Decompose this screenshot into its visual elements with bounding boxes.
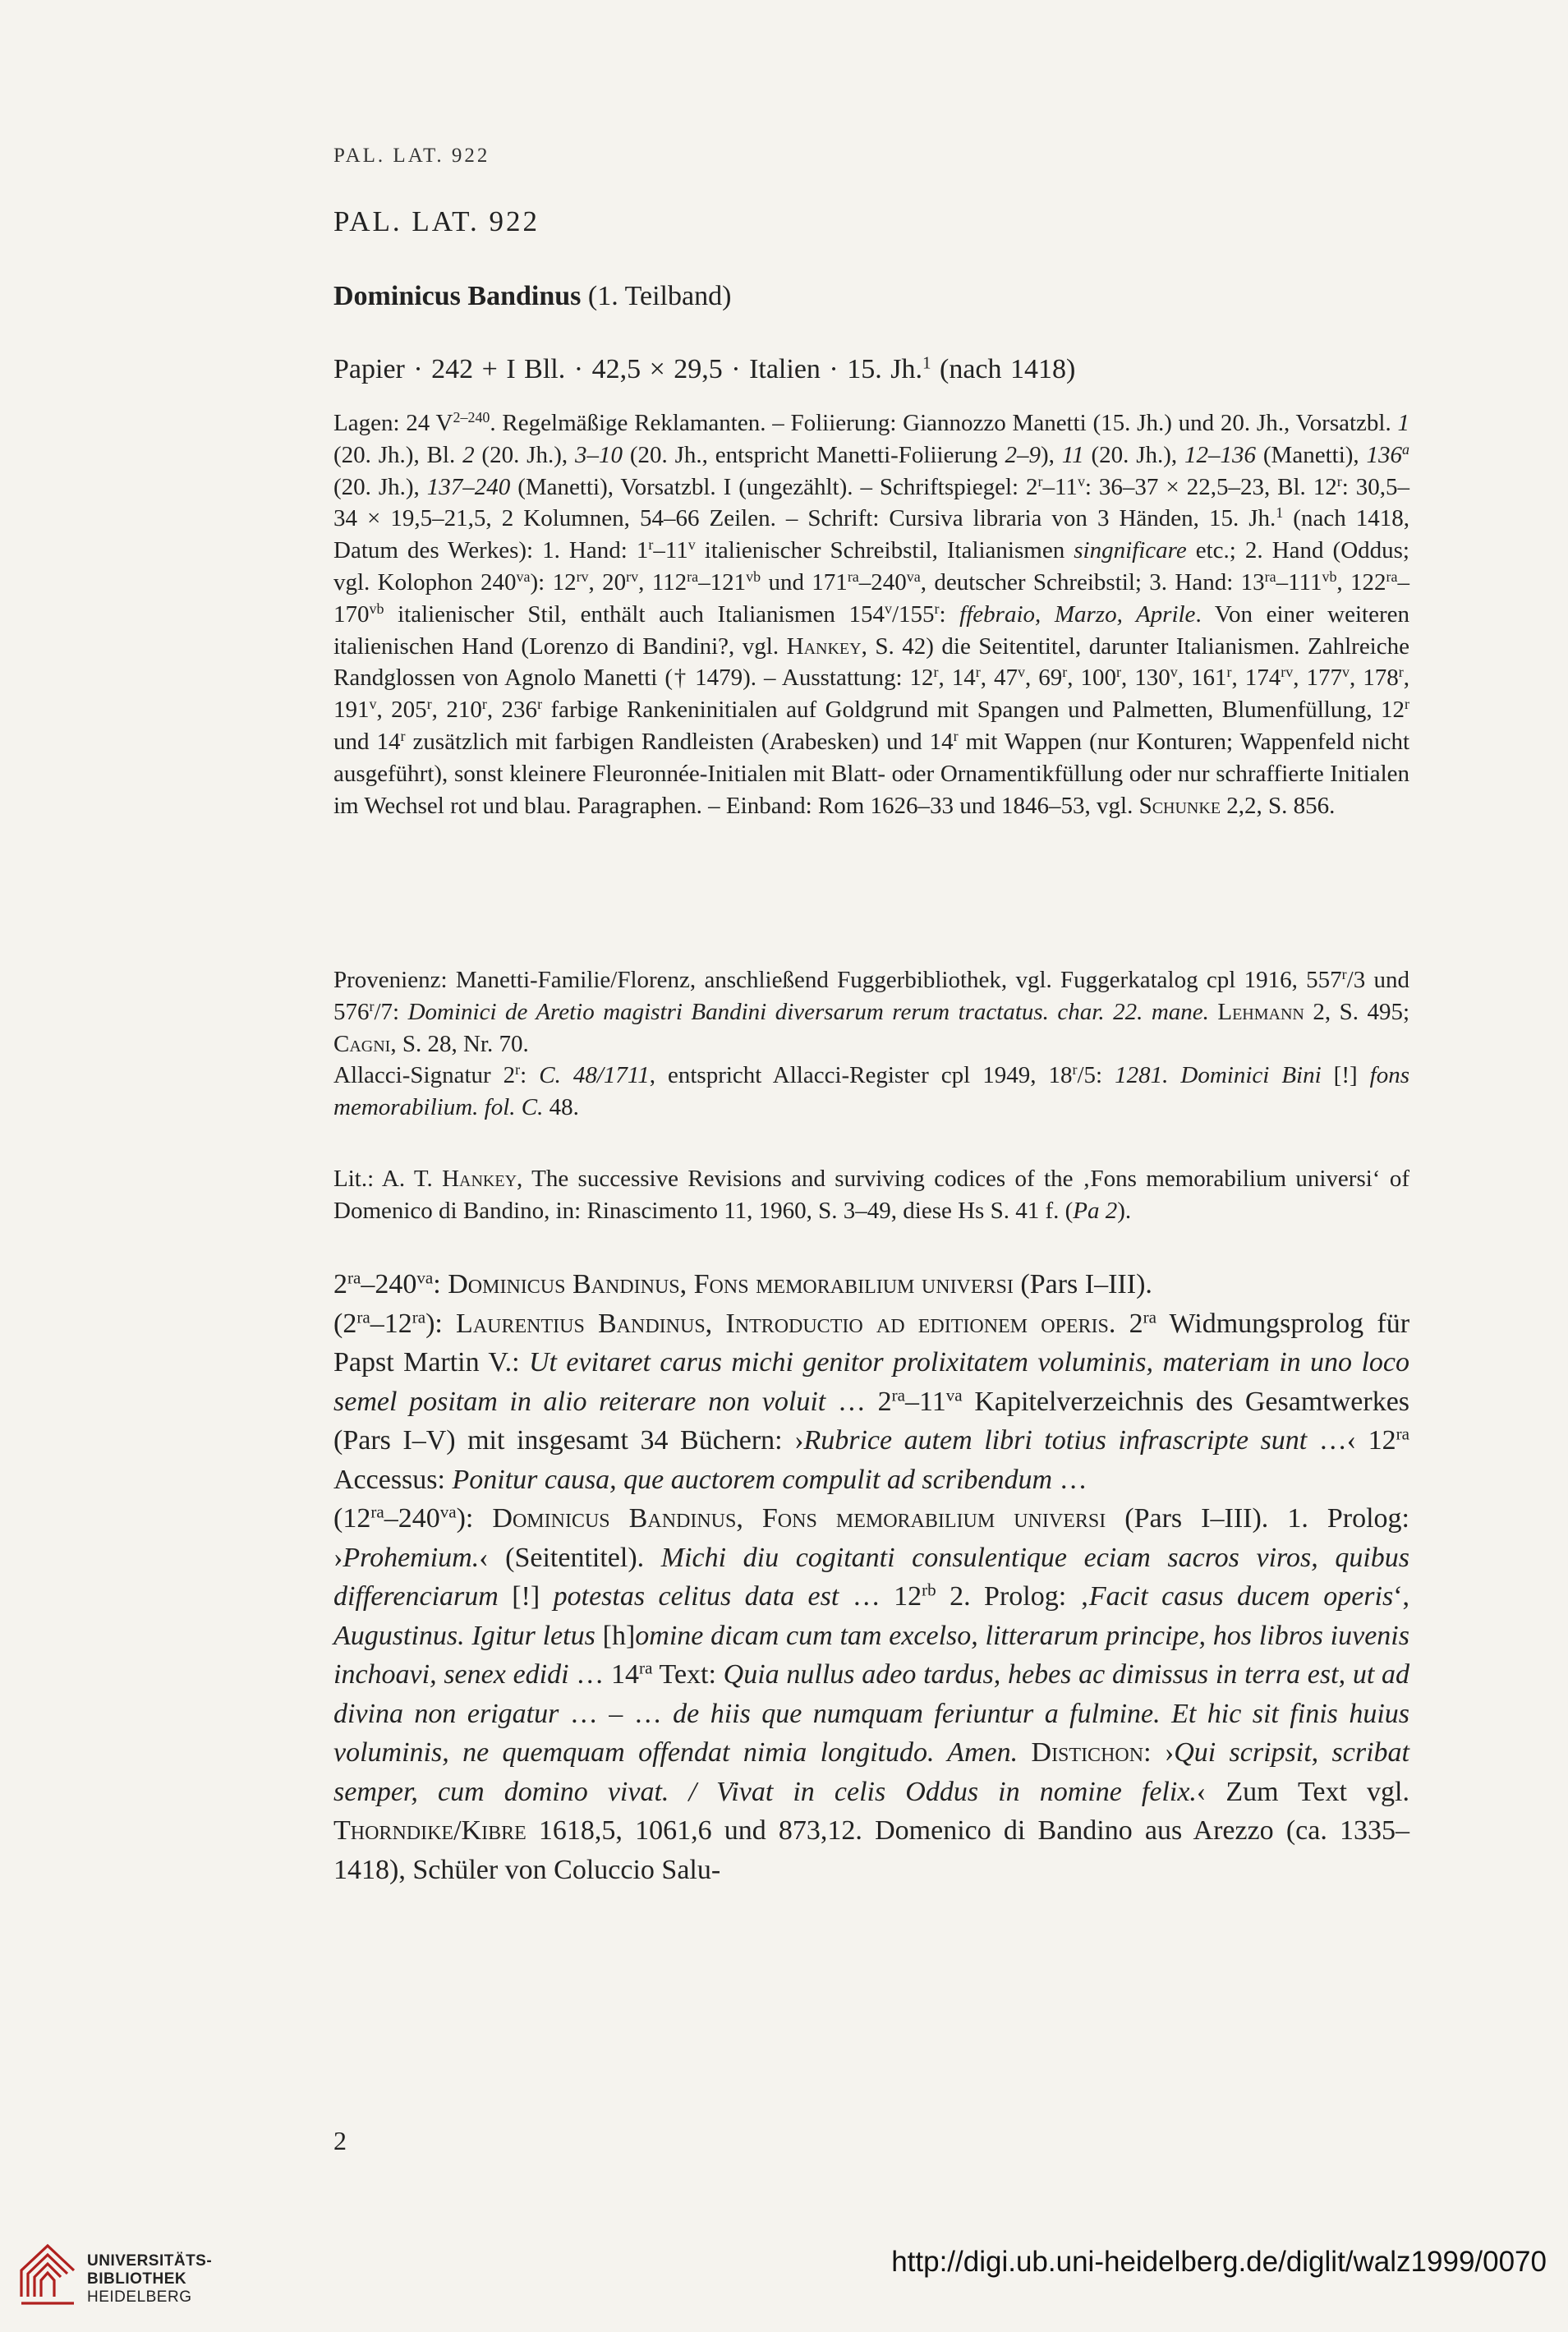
lagen-section	[333, 407, 1409, 821]
provenienz-section	[333, 964, 1409, 1124]
library-logo	[15, 2238, 294, 2323]
logo-line-1: UNIVERSITÄTS-	[87, 2252, 213, 2270]
library-logo-icon	[15, 2238, 80, 2323]
entry-volume-note: (1. Teilband)	[581, 281, 732, 311]
physdesc-text: Papier · 242 + I Bll. · 42,5 × 29,5 · Italien · 15. Jh.	[333, 354, 922, 384]
provenienz-paragraph: Provenienz: Manetti-Familie/Florenz, anschließend Fuggerbibliothek, vgl. Fuggerkatalog cpl 1916, 557$^r$/3 und 576$^r$/7: Dominici de Aretio magistri Bandini diversarum rerum tractatus. char. 22. mane. Lehmann 2, S. 495; Cagni, S. 28, Nr. 70.	[333, 966, 1410, 1057]
running-head: PAL. LAT. 922	[333, 145, 490, 167]
literature-paragraph: Lit.: A. T. Hankey, The successive Revisions and surviving codices of the ‚Fons memorabilium universi‘ of Domenico di Bandino, in: Rinascimento 11, 1960, S. 3–49, diese Hs S. 41 f. (Pa 2).	[333, 1166, 1409, 1224]
page-number: 2	[333, 2126, 347, 2155]
logo-line-3: HEIDELBERG	[87, 2288, 192, 2306]
physical-description: Papier · 242 + I Bll. · 42,5 × 29,5 · Italien · 15. Jh.$^1$ (nach 1418)	[333, 352, 1076, 384]
source-url-link[interactable]: http://digi.ub.uni-heidelberg.de/diglit/walz1999/0070	[891, 2246, 1547, 2278]
logo-line-2: BIBLIOTHEK	[87, 2270, 187, 2288]
library-logo-text	[87, 2252, 212, 2307]
contents-section	[333, 1265, 1409, 1889]
footer-bar	[0, 2233, 1568, 2332]
contents-paragraph-1: $2^{ra}-240^{va}$: Dominicus Bandinus, Fons memorabilium universi (Pars I–III).	[333, 1267, 1152, 1299]
shelfmark-heading: PAL. LAT. 922	[333, 205, 540, 237]
lagen-paragraph: Lagen: 24 $V^{2-240}$. Regelmäßige Reklamanten. – Foliierung: Giannozzo Manetti (15. Jh.) und 20. Jh., Vorsatzbl. 1 (20. Jh.), Bl. 2 (20. Jh.), 3–10 (20. Jh., entspricht Manetti-Foliierung 2–9), 11 (20. Jh.), 12–136 (Manetti), 136$^a$ (20. Jh.), 137–240 (Manetti), Vorsatzbl. I (ungezählt). – Schriftspiegel: 2$^r$–11$^v$: 36–37 × 22,5–23, Bl. 12$^r$: 30,5–34 × 19,5–21,5, 2 Kolumnen, 54–66 Zeilen. – Schrift: Cursiva libraria von 3 Händen, 15. Jh.$^1$ (nach 1418, Datum des Werkes): 1. Hand: 1$^r$–11$^v$ italienischer Schreibstil, Italianismen singnificare etc.; 2. Hand (Oddus; vgl. Kolophon $240^{va}$): $12^{rv}$, $20^{rv}$, $112^{ra}-121^{vb}$ und $171^{ra}-240^{va}$, deutscher Schreibstil; 3. Hand: $13^{ra}-111^{vb}$, $122^{ra}-170^{vb}$ italienischer Stil, enthält auch Italianismen 154$^v$/155$^r$: ffebraio, Marzo, Aprile. Von einer weiteren italienischen Hand (Lorenzo di Bandini?, vgl. Hankey, S. 42) die Seitentitel, darunter Italianismen. Zahlreiche Randglossen von Agnolo Manetti († 1479). – Ausstattung: 12$^r$, 14$^r$, 47$^v$, 69$^r$, 100$^r$, 130$^v$, 161$^r$, $174^{rv}$, 177$^v$, 178$^r$, 191$^v$, 205$^r$, 210$^r$, 236$^r$ farbige Rankeninitialen auf Goldgrund mit Spangen und Palmetten, Blumenfüllung, 12$^r$ und 14$^r$ zusätzlich mit farbigen Randleisten (Arabesken) und 14$^r$ mit Wappen (nur Konturen; Wappenfeld nicht ausgeführt), sonst kleinere Fleuronnée-Initialen mit Blatt- oder Ornamentikfüllung oder nur schraffierte Initialen im Wechsel rot und blau. Paragraphen. – Einband: Rom 1626–33 und 1846–53, vgl. Schunke 2,2, S. 856.	[333, 409, 1410, 819]
contents-paragraph-3: $(12^{ra}-240^{va})$: Dominicus Bandinus, Fons memorabilium universi (Pars I–III). 1. Prolog: ›Prohemium.‹ (Seitentitel). Michi diu cogitanti consulentique eciam sacros viros, quibus differenciarum [!] potestas celitus data est … $12^{rb}$ 2. Prolog: ‚Facit casus ducem operis‘, Augustinus. Igitur letus [h]omine dicam cum tam excelso, litterarum principe, hos libros iuvenis inchoavi, senex edidi … $14^{ra}$ Text: Quia nullus adeo tardus, hebes ac dimissus in terra est, ut ad divina non erigatur … – … de hiis que numquam feriuntur a fulmine. Et hic sit finis huius voluminis, ne quemquam offendat nimia longitudo. Amen. Distichon: ›Qui scripsit, scribat semper, cum domino vivat. / Vivat in celis Oddus in nomine felix.‹ Zum Text vgl. Thorndike/Kibre 1618,5, 1061,6 und 873,12. Domenico di Bandino aus Arezzo (ca. 1335–1418), Schüler von Coluccio Salu-	[333, 1502, 1410, 1885]
contents-paragraph-2: $(2^{ra}-12^{ra})$: Laurentius Bandinus, Introductio ad editionem operis. $2^{ra}$ Widmungsprolog für Papst Martin V.: Ut evitaret carus michi genitor prolixitatem voluminis, materiam in uno loco semel positam in alio reiterare non voluit … $2^{ra}-11^{va}$ Kapitelverzeichnis des Gesamtwerkes (Pars I–V) mit insgesamt 34 Büchern: ›Rubrice autem libri totius infrascripte sunt …‹ $12^{ra}$ Accessus: Ponitur causa, que auctorem compulit ad scribendum …	[333, 1306, 1410, 1495]
allacci-paragraph: Allacci-Signatur 2$^r$: C. 48/1711, entspricht Allacci-Register cpl 1949, 18$^r$/5: 1281. Dominici Bini [!] fons memorabilium. fol. C. 48.	[333, 1061, 1409, 1121]
entry-author: Dominicus Bandinus	[333, 281, 582, 311]
literature-section	[333, 1163, 1409, 1227]
entry-author-line	[333, 281, 731, 312]
